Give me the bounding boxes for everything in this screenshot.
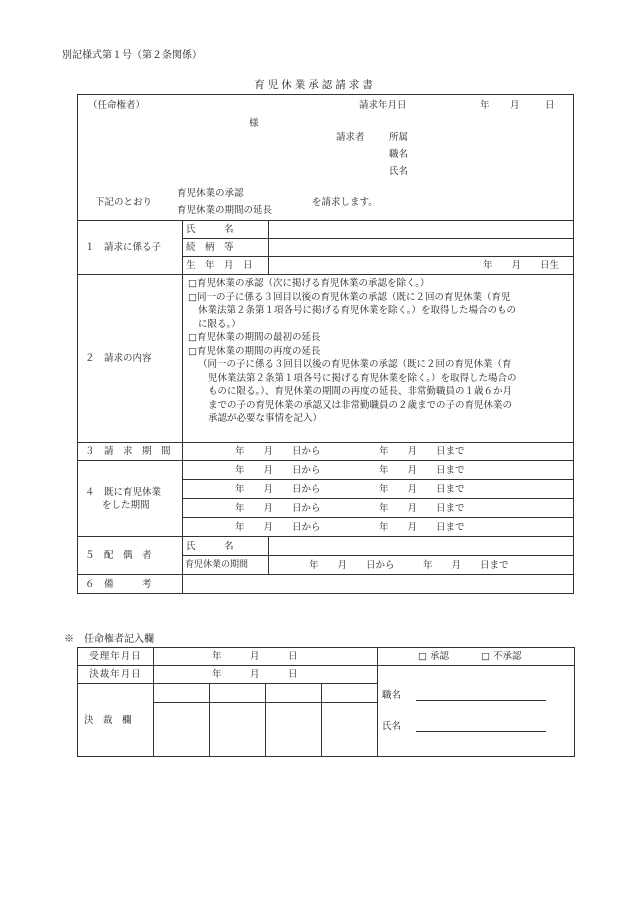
approver-cell [378,666,575,757]
decision-stamp-box[interactable] [210,684,266,703]
as-follows-label: 下記のとおり [95,197,153,208]
content-line: 休業法第２条第１項各号に掲げる育児休業を除く。）を取得した場合のもの [198,305,517,316]
request-content-cell [183,275,574,443]
spouse-name-input[interactable] [269,537,574,556]
appointer-section-heading: ※ 任命権者記入欄 [64,634,154,645]
past-period-from[interactable]: 年 月 日から [235,522,321,533]
received-date-input[interactable]: 年 月 日 [154,648,378,666]
decision-stamp-box[interactable] [322,703,378,757]
sama-label: 様 [249,118,259,129]
past-period-from[interactable]: 年 月 日から [235,465,321,476]
child-relation-label: 続 柄 等 [183,239,269,257]
approver-name-line[interactable] [416,731,546,732]
period-to[interactable]: 年 月 日まで [379,446,465,457]
requester-label: 請求者 [336,132,365,143]
approve-checkbox[interactable]: □ 承認 [418,651,450,662]
option-approval[interactable]: 育児休業の承認 [177,188,244,199]
past-period-from[interactable]: 年 月 日から [235,503,321,514]
request-date-day[interactable]: 日 [545,100,555,111]
spouse-period-input[interactable]: 年 月 日から 年 月 日まで [269,556,574,575]
child-birth-input[interactable]: 年 月 日生 [269,257,574,275]
spouse-period-label: 育児休業の期間 [183,556,269,575]
section4-label-line1: ４ 既に育児休業 [85,486,162,498]
name-field[interactable]: 氏名 [389,166,409,177]
past-period-to[interactable]: 年 月 日まで [379,503,465,514]
option-extension[interactable]: 育児休業の期間の延長 [177,205,273,216]
child-name-input[interactable] [269,221,574,239]
request-form-table [77,94,574,594]
content-line: ものに限る。）、育児休業の期間の再度の延長、非常勤職員の１歳６か月 [208,386,513,397]
past-period-row[interactable] [183,461,574,480]
received-date-label: 受理年月日 [78,648,154,666]
content-option-third-approval[interactable]: □同一の子に係る３回目以後の育児休業の承認（既に２回の育児休業（育児 [188,291,511,303]
request-date-month[interactable]: 月 [510,100,520,111]
content-option-approval[interactable]: □育児休業の承認（次に掲げる育児休業の承認を除く。） [188,278,430,289]
decision-label: 決 裁 欄 [78,684,154,757]
content-option-first-extension[interactable]: □育児休業の期間の最初の延長 [188,332,321,343]
past-period-to[interactable]: 年 月 日まで [379,522,465,533]
approval-choice-cell [378,648,575,666]
form-number: 別記様式第１号（第２条関係） [62,50,202,61]
approver-position-label: 職名 [382,690,402,701]
past-period-row[interactable] [183,518,574,537]
past-period-row[interactable] [183,499,574,518]
past-period-to[interactable]: 年 月 日まで [379,484,465,495]
section5-label: ５ 配 偶 者 [78,537,183,575]
decision-stamp-box[interactable] [322,684,378,703]
decision-stamp-box[interactable] [210,703,266,757]
section6-label: ６ 備 考 [78,575,183,594]
section4-label-line2: をした期間 [102,499,150,511]
approver-position-line[interactable] [416,700,546,701]
child-name-label: 氏 名 [183,221,269,239]
request-date-year[interactable]: 年 [480,100,490,111]
past-period-to[interactable]: 年 月 日まで [379,465,465,476]
section3-label: ３ 請 求 期 間 [78,443,183,461]
child-relation-input[interactable] [269,239,574,257]
decision-stamp-box[interactable] [266,684,322,703]
request-header-block [78,95,574,221]
request-date-label: 請求年月日 [359,100,407,111]
period-from[interactable]: 年 月 日から [235,446,321,457]
decision-stamp-box[interactable] [154,684,210,703]
content-line: に限る。） [198,318,241,330]
spouse-name-label: 氏 名 [183,537,269,556]
content-line: 承認が必要な事情を記入） [208,413,323,424]
form-title: 育児休業承認請求書 [254,79,376,91]
affiliation-field[interactable]: 所属 [389,132,409,143]
decided-date-input[interactable]: 年 月 日 [154,666,378,684]
section4-label [78,461,183,537]
section1-label: １ 請求に係る子 [78,221,183,275]
position-field[interactable]: 職名 [389,149,409,160]
approver-name-label: 氏名 [382,721,402,732]
past-period-row[interactable] [183,480,574,499]
disapprove-checkbox[interactable]: □ 不承認 [481,651,522,662]
decision-stamp-box[interactable] [154,703,210,757]
request-suffix: を請求します。 [312,197,378,208]
decided-date-label: 決裁年月日 [78,666,154,684]
decision-stamp-box[interactable] [266,703,322,757]
content-line: 児休業法第２条第１項各号に掲げる育児休業を除く。）を取得した場合の [208,372,517,384]
past-period-from[interactable]: 年 月 日から [235,484,321,495]
appointer-table [77,647,575,757]
content-option-second-extension[interactable]: □育児休業の期間の再度の延長 [188,345,321,357]
appointer-label: （任命権者） [88,100,146,111]
content-line: （同一の子に係る３回目以後の育児休業の承認（既に２回の育児休業（育 [198,359,512,370]
content-line: までの子の育児休業の承認又は非常勤職員の２歳までの子の育児休業の [208,399,513,411]
section2-label: ２ 請求の内容 [78,275,183,443]
child-birth-label: 生 年 月 日 [183,257,269,275]
request-period-row[interactable] [183,443,574,461]
remarks-input[interactable] [183,575,574,594]
